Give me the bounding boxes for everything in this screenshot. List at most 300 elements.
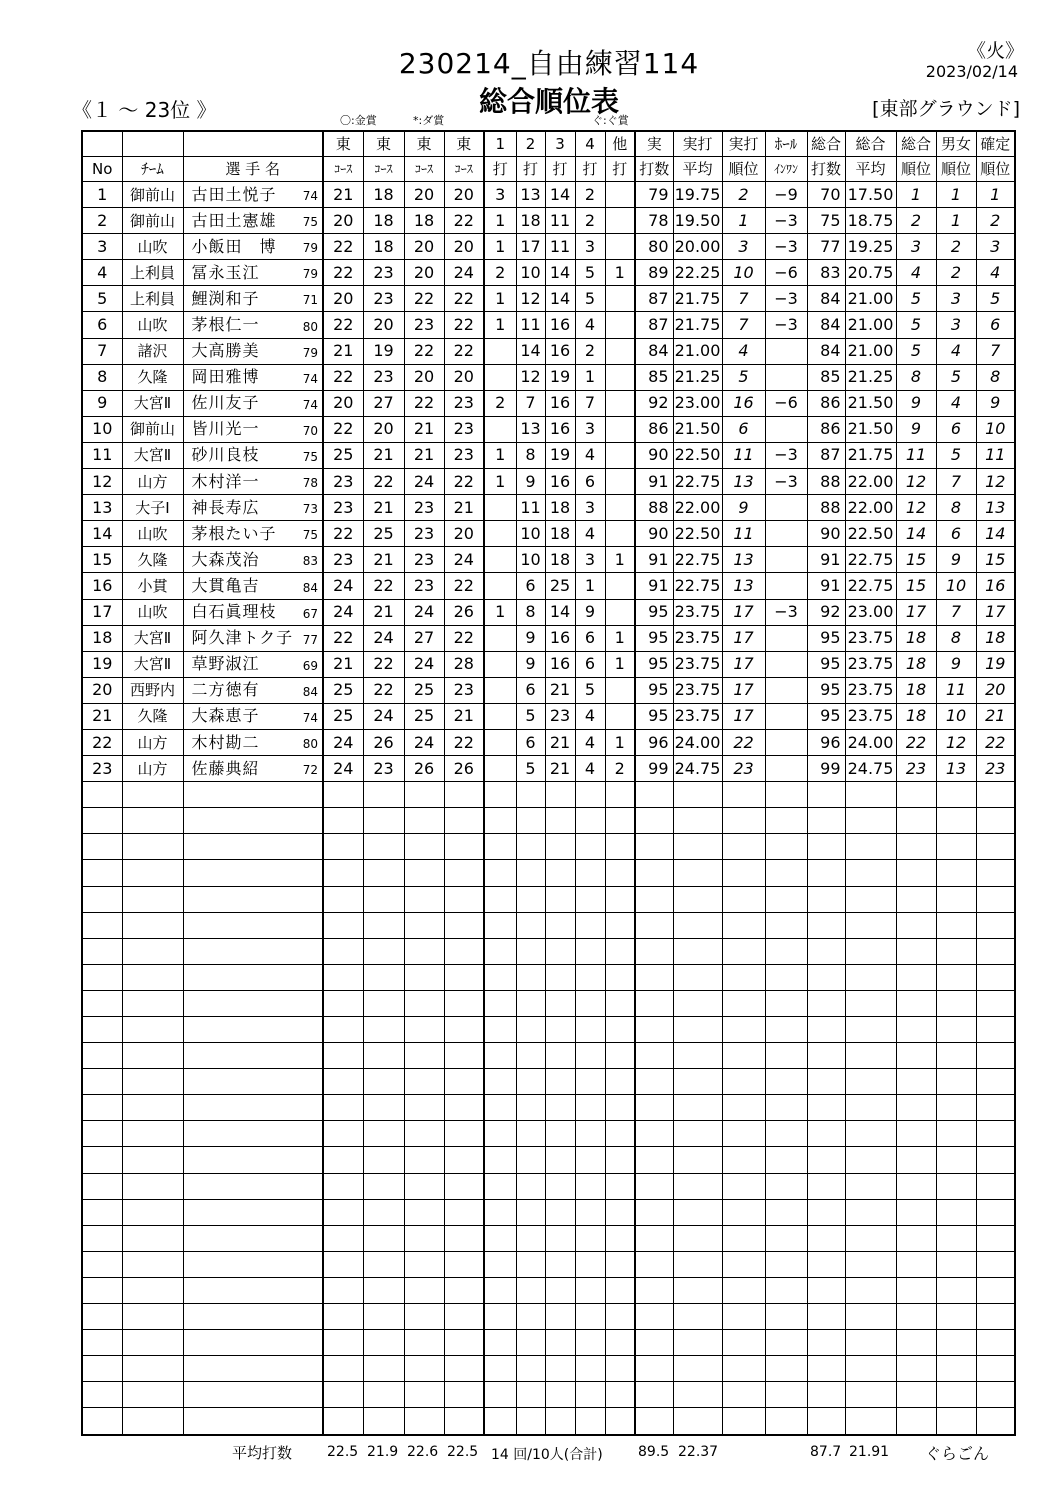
cell-c2: 20 xyxy=(363,312,404,338)
cell-total xyxy=(635,1069,673,1095)
table-row xyxy=(82,495,1015,521)
cell-gtotal: 95 xyxy=(807,703,845,729)
cell-c2: 20 xyxy=(363,416,404,442)
column-header: 打数 xyxy=(807,157,845,182)
cell-other xyxy=(605,677,635,703)
cell-gtotal: 84 xyxy=(807,338,845,364)
cell-team: 久隆 xyxy=(122,364,183,390)
cell-c3 xyxy=(404,1356,444,1382)
cell-avg xyxy=(673,1043,722,1069)
cell-hio: −3 xyxy=(765,312,807,338)
cell-other xyxy=(605,860,635,886)
cell-gavg xyxy=(845,1173,896,1199)
cell-rank xyxy=(722,834,765,860)
cell-grank: 18 xyxy=(896,651,936,677)
cell-team: 西野内 xyxy=(122,677,183,703)
cell-rank: 16 xyxy=(722,390,765,416)
cell-rank: 17 xyxy=(722,599,765,625)
table-row xyxy=(82,442,1015,468)
cell-other xyxy=(605,234,635,260)
cell-c4: 22 xyxy=(444,208,484,234)
cell-gtotal xyxy=(807,1225,845,1251)
cell-c3 xyxy=(404,1408,444,1435)
cell-team: 久隆 xyxy=(122,703,183,729)
cell-c1: 25 xyxy=(323,703,363,729)
cell-total xyxy=(635,1304,673,1330)
cell-name xyxy=(183,442,323,468)
cell-name xyxy=(183,573,323,599)
cell-total xyxy=(635,1121,673,1147)
cell-final: 13 xyxy=(976,495,1015,521)
cell-hio xyxy=(765,1356,807,1382)
cell-s2: 14 xyxy=(516,338,545,364)
cell-c3: 22 xyxy=(404,286,444,312)
cell-gtotal: 99 xyxy=(807,756,845,782)
cell-s4: 3 xyxy=(575,234,605,260)
cell-name xyxy=(183,964,323,990)
cell-s2 xyxy=(516,1121,545,1147)
cell-avg xyxy=(673,912,722,938)
cell-s3: 16 xyxy=(545,390,575,416)
cell-s3 xyxy=(545,964,575,990)
cell-c2: 25 xyxy=(363,521,404,547)
cell-name xyxy=(183,1121,323,1147)
cell-final: 18 xyxy=(976,625,1015,651)
player-age: 75 xyxy=(302,450,318,465)
cell-srank: 7 xyxy=(936,599,976,625)
cell-s4 xyxy=(575,964,605,990)
cell-hio xyxy=(765,338,807,364)
cell-grank: 22 xyxy=(896,729,936,755)
cell-other xyxy=(605,521,635,547)
cell-c1: 23 xyxy=(323,547,363,573)
cell-s3 xyxy=(545,782,575,808)
player-age: 70 xyxy=(302,423,318,438)
cell-total: 86 xyxy=(635,416,673,442)
cell-no xyxy=(82,1095,122,1121)
cell-gtotal xyxy=(807,1043,845,1069)
cell-c1 xyxy=(323,782,363,808)
cell-final xyxy=(976,1199,1015,1225)
cell-other xyxy=(605,1356,635,1382)
cell-gavg xyxy=(845,990,896,1016)
cell-name xyxy=(183,234,323,260)
cell-s4: 2 xyxy=(575,182,605,208)
header-row xyxy=(82,157,1015,182)
cell-s3: 16 xyxy=(545,338,575,364)
cell-grank xyxy=(896,860,936,886)
cell-s3 xyxy=(545,1095,575,1121)
cell-grank xyxy=(896,964,936,990)
cell-grank: 12 xyxy=(896,469,936,495)
cell-c3 xyxy=(404,1017,444,1043)
cell-srank: 5 xyxy=(936,364,976,390)
cell-rank: 6 xyxy=(722,416,765,442)
cell-team xyxy=(122,912,183,938)
cell-c4: 20 xyxy=(444,364,484,390)
cell-c4: 24 xyxy=(444,260,484,286)
player-age: 74 xyxy=(302,371,318,386)
cell-no: 9 xyxy=(82,390,122,416)
cell-name xyxy=(183,521,323,547)
cell-srank: 10 xyxy=(936,703,976,729)
cell-hio xyxy=(765,703,807,729)
column-header xyxy=(183,131,323,157)
cell-avg: 21.25 xyxy=(673,364,722,390)
cell-s2 xyxy=(516,1356,545,1382)
cell-hio xyxy=(765,677,807,703)
cell-total xyxy=(635,1043,673,1069)
cell-c3 xyxy=(404,886,444,912)
player-name: 白石眞理枝 xyxy=(191,602,277,622)
cell-s2: 11 xyxy=(516,312,545,338)
cell-s3: 16 xyxy=(545,625,575,651)
cell-avg xyxy=(673,1017,722,1043)
cell-total xyxy=(635,938,673,964)
player-age: 74 xyxy=(302,189,318,204)
cell-total xyxy=(635,886,673,912)
player-name: 砂川良枝 xyxy=(191,445,260,465)
cell-final: 14 xyxy=(976,521,1015,547)
cell-s2: 10 xyxy=(516,260,545,286)
cell-gtotal xyxy=(807,1095,845,1121)
empty-row xyxy=(82,886,1015,912)
cell-rank: 17 xyxy=(722,703,765,729)
cell-s2 xyxy=(516,1330,545,1356)
cell-team: 大子Ⅰ xyxy=(122,495,183,521)
player-name: 大森茂治 xyxy=(191,549,260,569)
cell-c3: 20 xyxy=(404,364,444,390)
cell-c2: 27 xyxy=(363,390,404,416)
cell-no xyxy=(82,1408,122,1435)
cell-c1: 22 xyxy=(323,260,363,286)
cell-c2 xyxy=(363,1251,404,1277)
cell-gtotal: 91 xyxy=(807,573,845,599)
player-age: 84 xyxy=(302,684,318,699)
cell-c4 xyxy=(444,1173,484,1199)
cell-c3 xyxy=(404,1043,444,1069)
cell-c3: 18 xyxy=(404,208,444,234)
cell-hio xyxy=(765,886,807,912)
cell-s1 xyxy=(484,860,516,886)
cell-s4 xyxy=(575,834,605,860)
player-name: 岡田雅博 xyxy=(191,367,260,387)
cell-c1: 21 xyxy=(323,651,363,677)
cell-avg xyxy=(673,1382,722,1408)
cell-name xyxy=(183,338,323,364)
cell-s1: 1 xyxy=(484,312,516,338)
cell-avg xyxy=(673,1095,722,1121)
cell-team: 小貫 xyxy=(122,573,183,599)
cell-team: 大宮Ⅱ xyxy=(122,625,183,651)
column-header: ﾎｰﾙ xyxy=(765,131,807,157)
player-name: 古田土悦子 xyxy=(191,184,277,204)
cell-s4: 2 xyxy=(575,208,605,234)
cell-team xyxy=(122,1147,183,1173)
column-header: 平均 xyxy=(845,157,896,182)
cell-hio xyxy=(765,521,807,547)
cell-c3 xyxy=(404,860,444,886)
cell-rank xyxy=(722,938,765,964)
cell-hio xyxy=(765,1173,807,1199)
cell-c1 xyxy=(323,1095,363,1121)
player-name: 二方徳有 xyxy=(191,680,260,700)
cell-name xyxy=(183,312,323,338)
cell-total xyxy=(635,1356,673,1382)
empty-row xyxy=(82,1225,1015,1251)
cell-grank xyxy=(896,1095,936,1121)
cell-srank: 1 xyxy=(936,208,976,234)
cell-s2 xyxy=(516,1069,545,1095)
column-header: 順位 xyxy=(936,157,976,182)
cell-final xyxy=(976,938,1015,964)
empty-row xyxy=(82,964,1015,990)
cell-c1: 23 xyxy=(323,495,363,521)
footer-avg-c4: 22.5 xyxy=(447,1444,479,1460)
cell-c3 xyxy=(404,834,444,860)
cell-s2: 8 xyxy=(516,442,545,468)
cell-s4: 6 xyxy=(575,625,605,651)
player-name: 木村勘二 xyxy=(191,732,260,752)
cell-gavg: 24.00 xyxy=(845,729,896,755)
cell-other xyxy=(605,338,635,364)
cell-rank xyxy=(722,1069,765,1095)
cell-final xyxy=(976,1173,1015,1199)
cell-s4 xyxy=(575,1017,605,1043)
cell-s2 xyxy=(516,886,545,912)
cell-total xyxy=(635,1173,673,1199)
cell-s3 xyxy=(545,1173,575,1199)
cell-team xyxy=(122,1095,183,1121)
cell-s4: 5 xyxy=(575,260,605,286)
cell-other xyxy=(605,1173,635,1199)
empty-row xyxy=(82,1330,1015,1356)
cell-name xyxy=(183,1199,323,1225)
cell-final xyxy=(976,834,1015,860)
cell-hio xyxy=(765,1251,807,1277)
cell-c1: 22 xyxy=(323,416,363,442)
footer-avg: 22.37 xyxy=(678,1444,719,1460)
cell-s4 xyxy=(575,860,605,886)
cell-srank xyxy=(936,1304,976,1330)
cell-c3: 27 xyxy=(404,625,444,651)
cell-rank xyxy=(722,990,765,1016)
cell-srank: 6 xyxy=(936,521,976,547)
cell-grank xyxy=(896,938,936,964)
cell-s4 xyxy=(575,1408,605,1435)
cell-name xyxy=(183,1251,323,1277)
player-age: 74 xyxy=(302,710,318,725)
cell-c4 xyxy=(444,912,484,938)
cell-team xyxy=(122,938,183,964)
cell-grank xyxy=(896,834,936,860)
cell-s4: 1 xyxy=(575,364,605,390)
cell-gtotal: 83 xyxy=(807,260,845,286)
cell-s1 xyxy=(484,1173,516,1199)
cell-no xyxy=(82,1330,122,1356)
cell-s3: 19 xyxy=(545,442,575,468)
cell-gtotal: 86 xyxy=(807,390,845,416)
cell-other xyxy=(605,1304,635,1330)
table-row xyxy=(82,286,1015,312)
cell-c3 xyxy=(404,1199,444,1225)
cell-s1 xyxy=(484,416,516,442)
cell-s4 xyxy=(575,1304,605,1330)
cell-s1 xyxy=(484,703,516,729)
cell-team xyxy=(122,1225,183,1251)
document-title: 230214_自由練習114 xyxy=(398,47,700,80)
cell-rank xyxy=(722,1225,765,1251)
cell-gavg: 22.00 xyxy=(845,469,896,495)
cell-total xyxy=(635,834,673,860)
cell-gtotal xyxy=(807,1199,845,1225)
cell-name xyxy=(183,886,323,912)
cell-gtotal xyxy=(807,1304,845,1330)
cell-grank: 15 xyxy=(896,573,936,599)
cell-s3 xyxy=(545,1199,575,1225)
cell-rank: 4 xyxy=(722,338,765,364)
empty-row xyxy=(82,1121,1015,1147)
cell-grank xyxy=(896,1121,936,1147)
empty-row xyxy=(82,1043,1015,1069)
cell-no xyxy=(82,1304,122,1330)
cell-hio xyxy=(765,1121,807,1147)
cell-grank xyxy=(896,808,936,834)
cell-c2: 23 xyxy=(363,260,404,286)
cell-c1: 24 xyxy=(323,599,363,625)
cell-gtotal: 95 xyxy=(807,677,845,703)
cell-s4 xyxy=(575,1330,605,1356)
cell-s1 xyxy=(484,364,516,390)
cell-s1 xyxy=(484,782,516,808)
table-row xyxy=(82,547,1015,573)
table-row xyxy=(82,416,1015,442)
cell-final xyxy=(976,1147,1015,1173)
empty-row xyxy=(82,912,1015,938)
cell-total: 95 xyxy=(635,599,673,625)
empty-row xyxy=(82,1199,1015,1225)
cell-gavg: 17.50 xyxy=(845,182,896,208)
cell-name xyxy=(183,1330,323,1356)
cell-hio xyxy=(765,729,807,755)
player-age: 71 xyxy=(302,293,318,308)
cell-s3 xyxy=(545,1408,575,1435)
cell-c1: 24 xyxy=(323,729,363,755)
cell-total: 91 xyxy=(635,573,673,599)
cell-gavg: 23.75 xyxy=(845,625,896,651)
cell-c4 xyxy=(444,1043,484,1069)
table-row xyxy=(82,364,1015,390)
column-header: 総合 xyxy=(845,131,896,157)
cell-team xyxy=(122,1251,183,1277)
cell-c3: 21 xyxy=(404,442,444,468)
table-row xyxy=(82,312,1015,338)
cell-name xyxy=(183,495,323,521)
cell-team: 山吹 xyxy=(122,521,183,547)
cell-gavg xyxy=(845,1356,896,1382)
cell-rank xyxy=(722,1095,765,1121)
cell-total xyxy=(635,782,673,808)
cell-s3: 14 xyxy=(545,260,575,286)
cell-name xyxy=(183,260,323,286)
cell-c1 xyxy=(323,1121,363,1147)
cell-final xyxy=(976,1095,1015,1121)
player-age: 75 xyxy=(302,215,318,230)
cell-gavg: 21.25 xyxy=(845,364,896,390)
cell-gavg xyxy=(845,1304,896,1330)
cell-s4 xyxy=(575,1277,605,1303)
footer-avg-c2: 21.9 xyxy=(367,1444,399,1460)
cell-grank xyxy=(896,1330,936,1356)
cell-grank xyxy=(896,1225,936,1251)
cell-s1 xyxy=(484,1356,516,1382)
cell-avg: 24.00 xyxy=(673,729,722,755)
cell-c1 xyxy=(323,1408,363,1435)
cell-team xyxy=(122,1382,183,1408)
cell-c4 xyxy=(444,1095,484,1121)
cell-s2: 6 xyxy=(516,677,545,703)
cell-gavg xyxy=(845,1251,896,1277)
empty-row xyxy=(82,1251,1015,1277)
cell-name xyxy=(183,912,323,938)
table-row xyxy=(82,521,1015,547)
cell-name xyxy=(183,1408,323,1435)
cell-c4 xyxy=(444,834,484,860)
cell-s1: 3 xyxy=(484,182,516,208)
cell-gtotal xyxy=(807,1173,845,1199)
cell-s3 xyxy=(545,912,575,938)
cell-other xyxy=(605,1199,635,1225)
cell-s1 xyxy=(484,808,516,834)
cell-s1 xyxy=(484,938,516,964)
cell-final: 4 xyxy=(976,260,1015,286)
cell-final: 3 xyxy=(976,234,1015,260)
player-age: 69 xyxy=(302,658,318,673)
date-label: 2023/02/14 xyxy=(925,62,1018,81)
cell-gtotal xyxy=(807,1277,845,1303)
cell-c2 xyxy=(363,1225,404,1251)
cell-c4: 22 xyxy=(444,469,484,495)
ranking-table xyxy=(81,130,1016,1436)
cell-s4 xyxy=(575,1069,605,1095)
cell-s1 xyxy=(484,729,516,755)
cell-c2 xyxy=(363,1147,404,1173)
cell-final xyxy=(976,1043,1015,1069)
cell-rank xyxy=(722,1277,765,1303)
cell-gavg xyxy=(845,1199,896,1225)
cell-team xyxy=(122,1356,183,1382)
cell-c3: 26 xyxy=(404,756,444,782)
cell-gtotal: 84 xyxy=(807,312,845,338)
cell-srank: 13 xyxy=(936,756,976,782)
cell-c3 xyxy=(404,990,444,1016)
cell-rank xyxy=(722,1330,765,1356)
cell-c1 xyxy=(323,1017,363,1043)
cell-c4 xyxy=(444,964,484,990)
cell-team: 久隆 xyxy=(122,547,183,573)
cell-total xyxy=(635,1251,673,1277)
table-row xyxy=(82,208,1015,234)
cell-gavg xyxy=(845,938,896,964)
cell-avg xyxy=(673,1121,722,1147)
cell-gtotal: 87 xyxy=(807,442,845,468)
cell-team: 山吹 xyxy=(122,599,183,625)
cell-total: 79 xyxy=(635,182,673,208)
cell-rank xyxy=(722,1251,765,1277)
cell-gavg xyxy=(845,912,896,938)
column-header: 東 xyxy=(363,131,404,157)
player-name: 木村洋一 xyxy=(191,471,260,491)
